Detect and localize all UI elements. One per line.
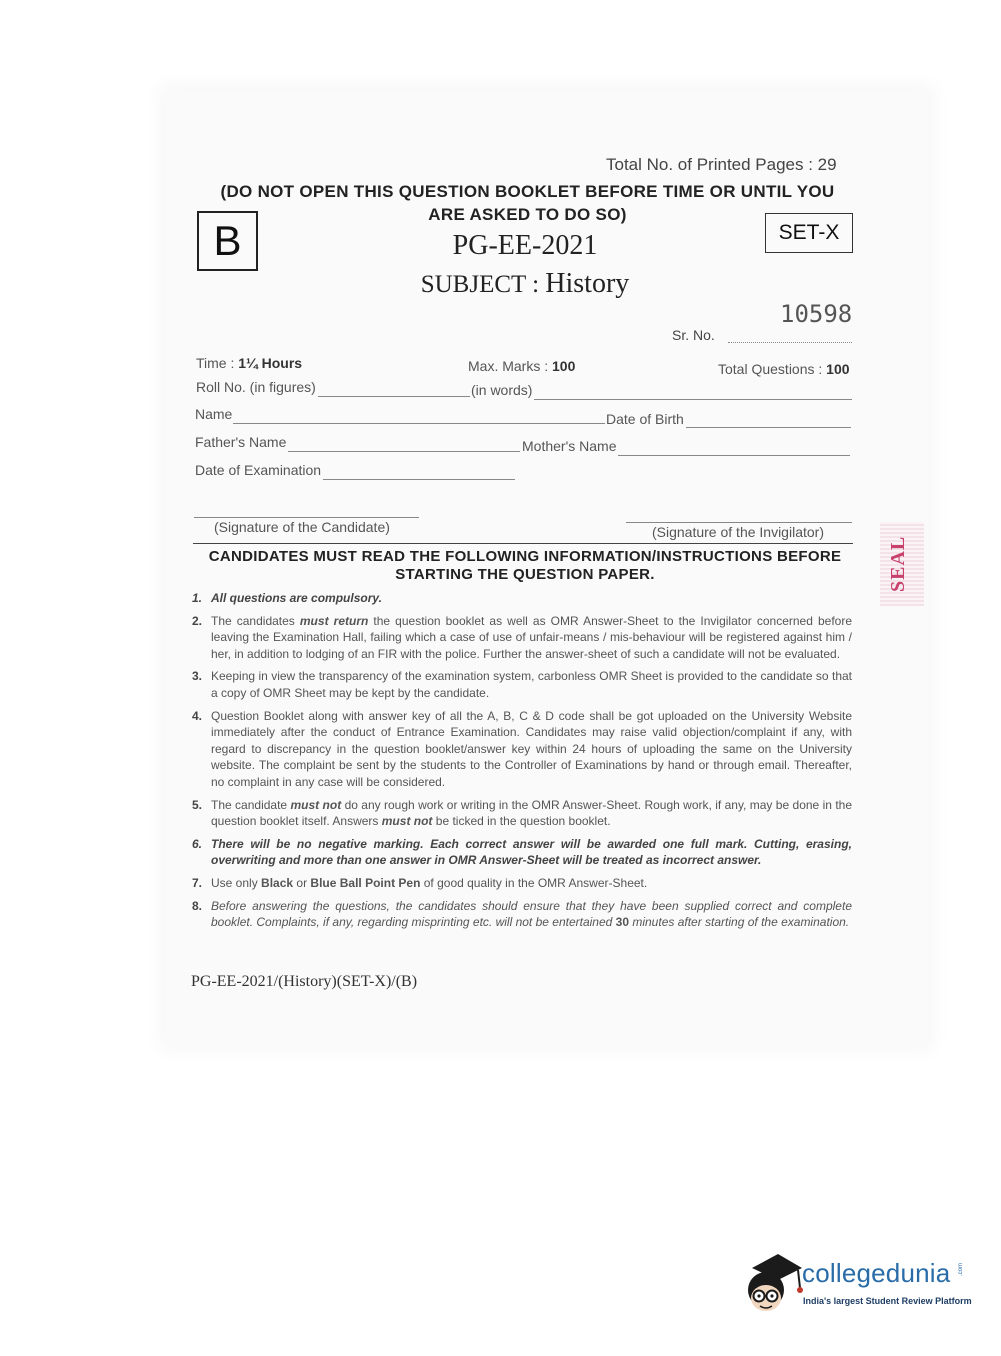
- max-marks-value: 100: [552, 358, 576, 374]
- section-divider: [193, 543, 853, 544]
- seal-stamp: [880, 522, 924, 606]
- instruction-item: 1. All questions are compulsory.: [192, 591, 382, 605]
- roll-words-line: [534, 399, 852, 400]
- time-value: 1¼ Hours: [238, 355, 303, 371]
- graduate-mascot-icon: [742, 1250, 804, 1316]
- instructions-list: [192, 590, 852, 937]
- roll-figures-label: Roll No. (in figures): [196, 379, 316, 395]
- brand-suffix: .com: [958, 1262, 964, 1276]
- father-name-label: Father's Name: [195, 434, 287, 450]
- exam-date-line: [323, 479, 515, 480]
- dob-label: Date of Birth: [606, 411, 684, 427]
- dob-line: [686, 427, 851, 428]
- candidate-signature-label: (Signature of the Candidate): [214, 519, 390, 535]
- candidate-signature-line: [194, 517, 419, 518]
- instruction-item: 5. The candidate must not do any rough work or writing in the OMR Answer-Sheet. Rough work, if any, may be done in the question booklet itself. Answers must not be ticked in the question booklet.: [192, 797, 852, 829]
- serial-number: 10598: [780, 300, 853, 328]
- instruction-item: 6. There will be no negative marking. Each correct answer will be awarded one full mark. Cutting, erasing, overwriting and more than one answer in OMR Answer-Sheet will be treated as incorrect answer.: [192, 836, 852, 868]
- name-line: [233, 423, 605, 424]
- mother-name-line: [618, 455, 850, 456]
- instruction-item: 2. The candidates must return the question booklet as well as OMR Answer-Sheet to the Invigilator concerned before leaving the Examination Hall, failing which a case of use of unfair-means / mis-behaviour will be registered against him / her, in addition to lodging of an FIR with the police. Further the answer-sheet of such a candidate will not be evaluated.: [192, 613, 852, 661]
- roll-figures-line: [318, 396, 470, 397]
- invigilator-signature-label: (Signature of the Invigilator): [652, 524, 824, 540]
- time-field: [196, 355, 302, 371]
- name-label: Name: [195, 406, 233, 422]
- instruction-item: 4. Question Booklet along with answer key of all the A, B, C & D code shall be got uploaded on the University Website immediately after the conduct of Entrance Examination. Candidates may raise valid objection/complaint if any, with regard to discrepancy in the question booklet/answer key within 24 hours of uploading the same on the University website. The complaint be sent by the students to the Controller of Examinations by hand or through email. Thereafter, no complaint in any case will be considered.: [192, 708, 852, 789]
- serial-dotted-line: [728, 330, 852, 343]
- instruction-item: 3. Keeping in view the transparency of the examination system, carbonless OMR Sheet is provided to the candidate so that a copy of OMR Sheet may be kept by the candidate.: [192, 669, 852, 700]
- invigilator-signature-line: [626, 522, 852, 523]
- max-marks-label: Max. Marks :: [468, 358, 553, 374]
- total-questions-value: 100: [826, 361, 850, 377]
- exam-date-label: Date of Examination: [195, 462, 322, 478]
- subject-label: SUBJECT :: [420, 271, 540, 298]
- instructions-heading: CANDIDATES MUST READ THE FOLLOWING INFORMATION/INSTRUCTIONS BEFORE STARTING THE QUESTION PAPER.: [208, 548, 842, 583]
- printed-pages: Total No. of Printed Pages : 29: [606, 155, 837, 174]
- do-not-open-warning: (DO NOT OPEN THIS QUESTION BOOKLET BEFORE TIME OR UNTIL YOU ARE ASKED TO DO SO): [220, 182, 835, 224]
- exam-code: PG-EE-2021: [452, 230, 598, 261]
- mother-name-label: Mother's Name: [522, 438, 617, 454]
- brand-name: collegedunia: [802, 1258, 951, 1288]
- roll-words-label: (in words): [471, 382, 533, 398]
- booklet-code-box: B: [197, 211, 258, 271]
- footer-code: PG-EE-2021/(History)(SET-X)/(B): [191, 973, 418, 990]
- seal-text: SEAL: [887, 535, 909, 592]
- father-name-line: [288, 451, 520, 452]
- instruction-item: 7. Use only Black or Blue Ball Point Pen of good quality in the OMR Answer-Sheet.: [192, 875, 648, 890]
- time-label: Time :: [196, 355, 239, 371]
- brand-tagline: India's largest Student Review Platform: [803, 1296, 972, 1306]
- max-marks-field: [468, 358, 575, 374]
- serial-label: Sr. No.: [672, 327, 715, 343]
- total-questions-label: Total Questions :: [718, 361, 827, 377]
- subject-line: [400, 268, 650, 300]
- set-box: SET-X: [765, 213, 853, 253]
- instruction-item: 8. Before answering the questions, the candidates should ensure that they have been supplied correct and complete booklet. Complaints, if any, regarding misprinting etc. will not be entertained 30 minutes after starting of the examination.: [192, 898, 852, 930]
- subject-value: History: [545, 268, 630, 299]
- total-questions-field: [718, 361, 850, 377]
